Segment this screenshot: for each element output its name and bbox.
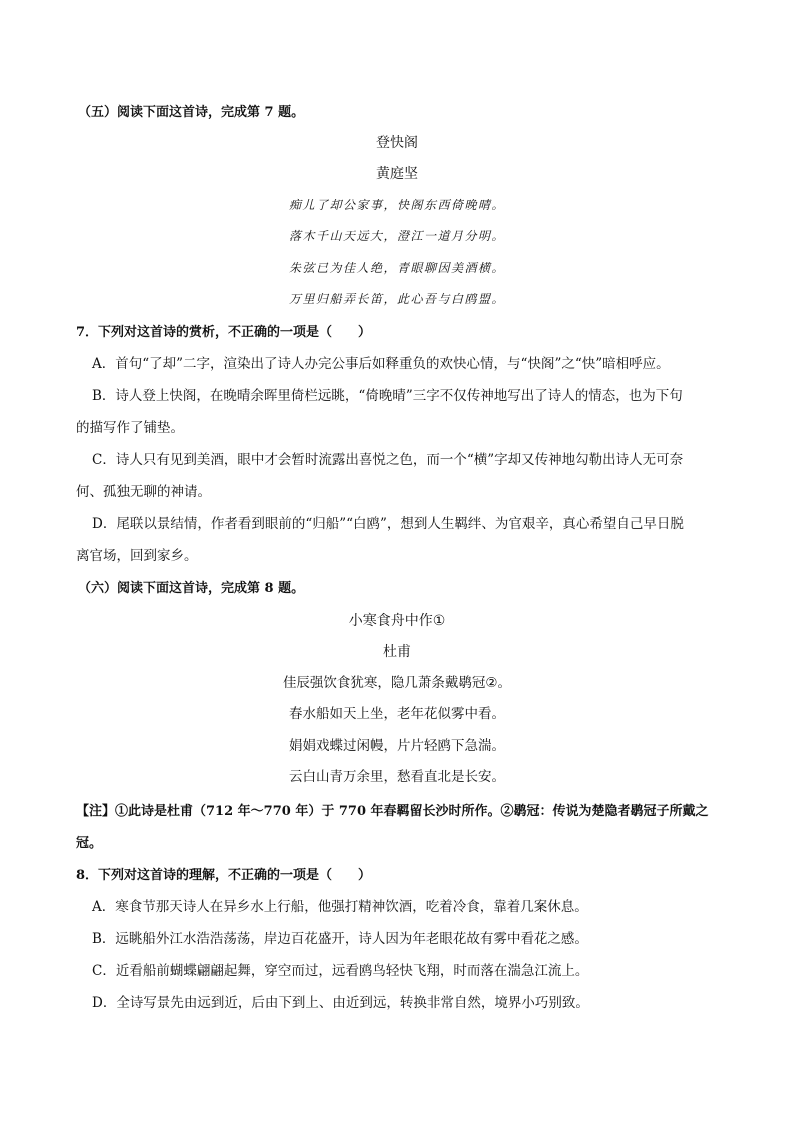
poem2-title: 小寒食舟中作① (348, 613, 446, 629)
question7-stem: 7．下列对这首诗的赏析，不正确的一项是（ ） (76, 325, 372, 340)
question8-option-c: C．近看船前蝴蝶翩翩起舞，穿空而过，远看鸥鸟轻快飞翔，时而落在湍急江流上。 (92, 963, 589, 979)
question7-option-b-cont: 的描写作了铺垫。 (76, 420, 184, 436)
question7-option-a: A．首句“了却”二字，渲染出了诗人办完公事后如释重负的欢快心情，与“快阁”之“快”暗相呼应。 (92, 356, 670, 372)
poem2-line-4: 云白山青万余里，愁看直北是长安。 (289, 769, 505, 785)
poem2-line-1: 佳辰强饮食犹寒，隐几萧条戴鹖冠②。 (282, 675, 512, 691)
poem1-title: 登快阁 (376, 135, 418, 151)
poem2-line-2: 春水船如天上坐，老年花似雾中看。 (289, 706, 505, 722)
question7-option-b: B．诗人登上快阁，在晚晴余晖里倚栏远眺，“倚晚晴”三字不仅传神地写出了诗人的情态，也为下句 (92, 388, 683, 404)
poem1-author: 黄庭坚 (376, 166, 418, 182)
question7-option-d: D．尾联以景结情，作者看到眼前的“归船”“白鸥”，想到人生羁绊、为官艰辛，真心希望自己早日脱 (92, 516, 684, 532)
question8-option-d: D．全诗写景先由远到近，后由下到上、由近到远，转换非常自然，境界小巧别致。 (92, 995, 589, 1011)
poem2-line-3: 娟娟戏蝶过闲幔，片片轻鸥下急湍。 (289, 738, 505, 754)
question7-option-c: C．诗人只有见到美酒，眼中才会暂时流露出喜悦之色，而一个“横”字却又传神地勾勒出诗人无可奈 (92, 452, 684, 468)
note-line-1: 【注】①此诗是杜甫（712 年～770 年）于 770 年春羁留长沙时所作。②鹖冠：传说为楚隐者鹖冠子所戴之 (76, 804, 709, 819)
question8-stem: 8．下列对这首诗的理解，不正确的一项是（ ） (76, 868, 372, 883)
section6-header: （六）阅读下面这首诗，完成第 8 题。 (78, 581, 305, 596)
note-line-2: 冠。 (76, 836, 103, 851)
question7-option-c-cont: 何、孤独无聊的神请。 (76, 484, 211, 500)
section5-header: （五）阅读下面这首诗，完成第 7 题。 (78, 105, 305, 120)
poem1-line-4: 万里归船弄长笛，此心吾与白鸥盟。 (288, 292, 505, 306)
question8-option-b: B．远眺船外江水浩浩荡荡，岸边百花盛开，诗人因为年老眼花故有雾中看花之感。 (92, 931, 588, 947)
poem1-line-3: 朱弦已为佳人绝，青眼聊因美酒横。 (288, 261, 505, 275)
poem2-author: 杜甫 (383, 644, 411, 660)
question7-option-d-cont: 离官场，回到家乡。 (76, 548, 198, 564)
poem1-line-1: 痴儿了却公家事，快阁东西倚晚晴。 (288, 198, 505, 212)
question8-option-a: A．寒食节那天诗人在异乡水上行船，他强打精神饮酒，吃着冷食，靠着几案休息。 (92, 899, 588, 915)
poem1-line-2: 落木千山天远大，澄江一道月分明。 (288, 229, 505, 243)
